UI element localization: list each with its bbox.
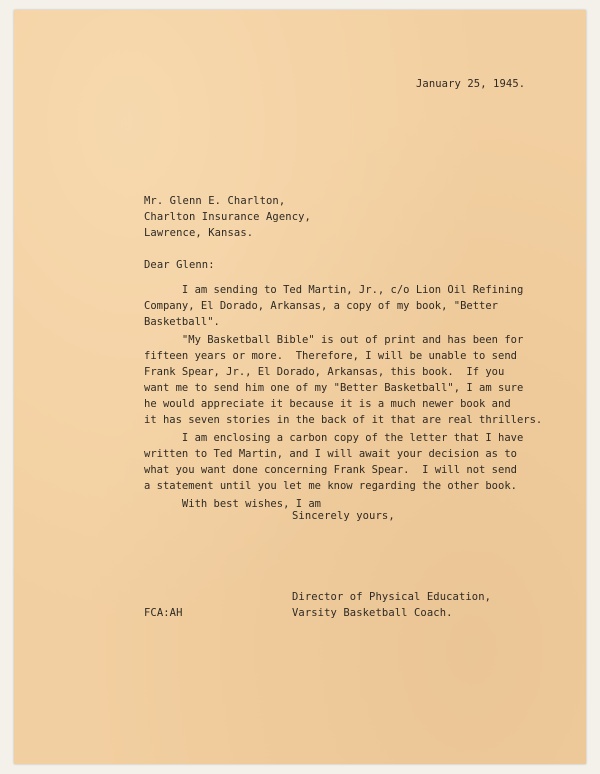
letter-page [14, 10, 586, 764]
paragraph-4: With best wishes, I am [144, 498, 322, 510]
paragraph-3: I am enclosing a carbon copy of the letter that I have written to Ted Martin, and I will await your decision as to what you want done concerning Frank Spear. I will not send a statement until you let me know regarding the other book. [144, 432, 524, 492]
letter-date: January 25, 1945. [416, 78, 526, 90]
recipient-company: Charlton Insurance Agency, [144, 211, 311, 223]
typist-initials: FCA:AH [144, 607, 183, 619]
paragraph-1: I am sending to Ted Martin, Jr., c/o Lion Oil Refining Company, El Dorado, Arkansas, a copy of my book, "Better Basketball". [144, 284, 524, 328]
closing: Sincerely yours, [292, 510, 395, 522]
recipient-name: Mr. Glenn E. Charlton, [144, 195, 286, 207]
recipient-city: Lawrence, Kansas. [144, 227, 254, 239]
paragraph-2: "My Basketball Bible" is out of print and has been for fifteen years or more. Therefore, I will be unable to send Frank Spear, Jr., El Dorado, Arkansas, this book. If you want me to send him one of my "Better Basketball", I am sure he would appreciate it because it is a much newer book and it has seven stories in the back of it that are real thrillers. [144, 334, 543, 426]
signature-title-2: Varsity Basketball Coach. [292, 607, 453, 619]
signature-title-1: Director of Physical Education, [292, 591, 492, 603]
salutation: Dear Glenn: [144, 259, 215, 271]
